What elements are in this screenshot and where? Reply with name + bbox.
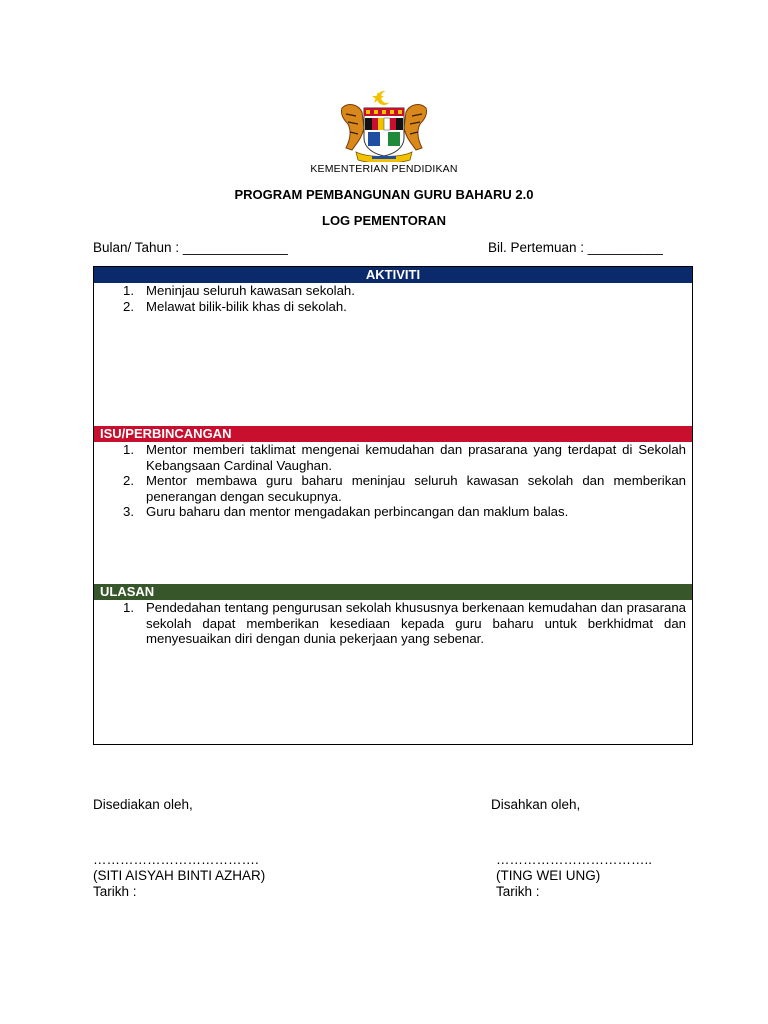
prepared-by-label: Disediakan oleh,: [93, 797, 193, 812]
aktiviti-list: [94, 283, 692, 314]
list-item: 1. Pendedahan tentang pengurusan sekolah khususnya berkenaan kemudahan dan prasarana sekolah dapat memberikan kesediaan kepada guru baharu untuk berkhidmat dan menyesuaikan diri dengan dunia pekerjaan yang sebenar.: [123, 600, 686, 646]
isu-list: [94, 442, 692, 520]
isu-section: [93, 426, 693, 584]
prepared-by-name: (SITI AISYAH BINTI AZHAR): [93, 868, 266, 883]
list-item: 1. Mentor memberi taklimat mengenai kemudahan dan prasarana yang terdapat di Sekolah Kebangsaan Cardinal Vaughan.: [123, 442, 686, 473]
prepared-signature-line: ……………………………….: [93, 852, 259, 867]
document-title: PROGRAM PEMBANGUNAN GURU BAHARU 2.0: [234, 187, 534, 202]
ulasan-section: [93, 584, 693, 745]
ulasan-heading: ULASAN: [94, 584, 692, 600]
isu-heading: ISU/PERBINCANGAN: [94, 426, 692, 442]
approved-signature-line: ……………………………..: [496, 852, 653, 867]
list-item: 1. Meninjau seluruh kawasan sekolah.: [123, 283, 355, 298]
document-subtitle: LOG PEMENTORAN: [322, 213, 446, 228]
coat-of-arms-logo: [334, 88, 434, 162]
aktiviti-section: [93, 266, 693, 426]
ministry-name: KEMENTERIAN PENDIDIKAN: [310, 163, 458, 175]
approved-by-label: Disahkan oleh,: [491, 797, 581, 812]
prepared-date: Tarikh :: [93, 884, 137, 899]
ulasan-list: [94, 600, 692, 647]
bil-pertemuan-field: Bil. Pertemuan : __________: [488, 240, 663, 255]
list-item: 3. Guru baharu dan mentor mengadakan perbincangan dan maklum balas.: [123, 504, 569, 519]
approved-by-name: (TING WEI UNG): [496, 868, 601, 883]
list-item: 2. Mentor membawa guru baharu meninjau seluruh kawasan sekolah dan memberikan penerangan dengan secukupnya.: [123, 473, 686, 504]
bulan-tahun-field: Bulan/ Tahun : ______________: [93, 240, 288, 255]
approved-date: Tarikh :: [496, 884, 540, 899]
aktiviti-heading: AKTIVITI: [94, 267, 692, 283]
list-item: 2. Melawat bilik-bilik khas di sekolah.: [123, 298, 347, 314]
